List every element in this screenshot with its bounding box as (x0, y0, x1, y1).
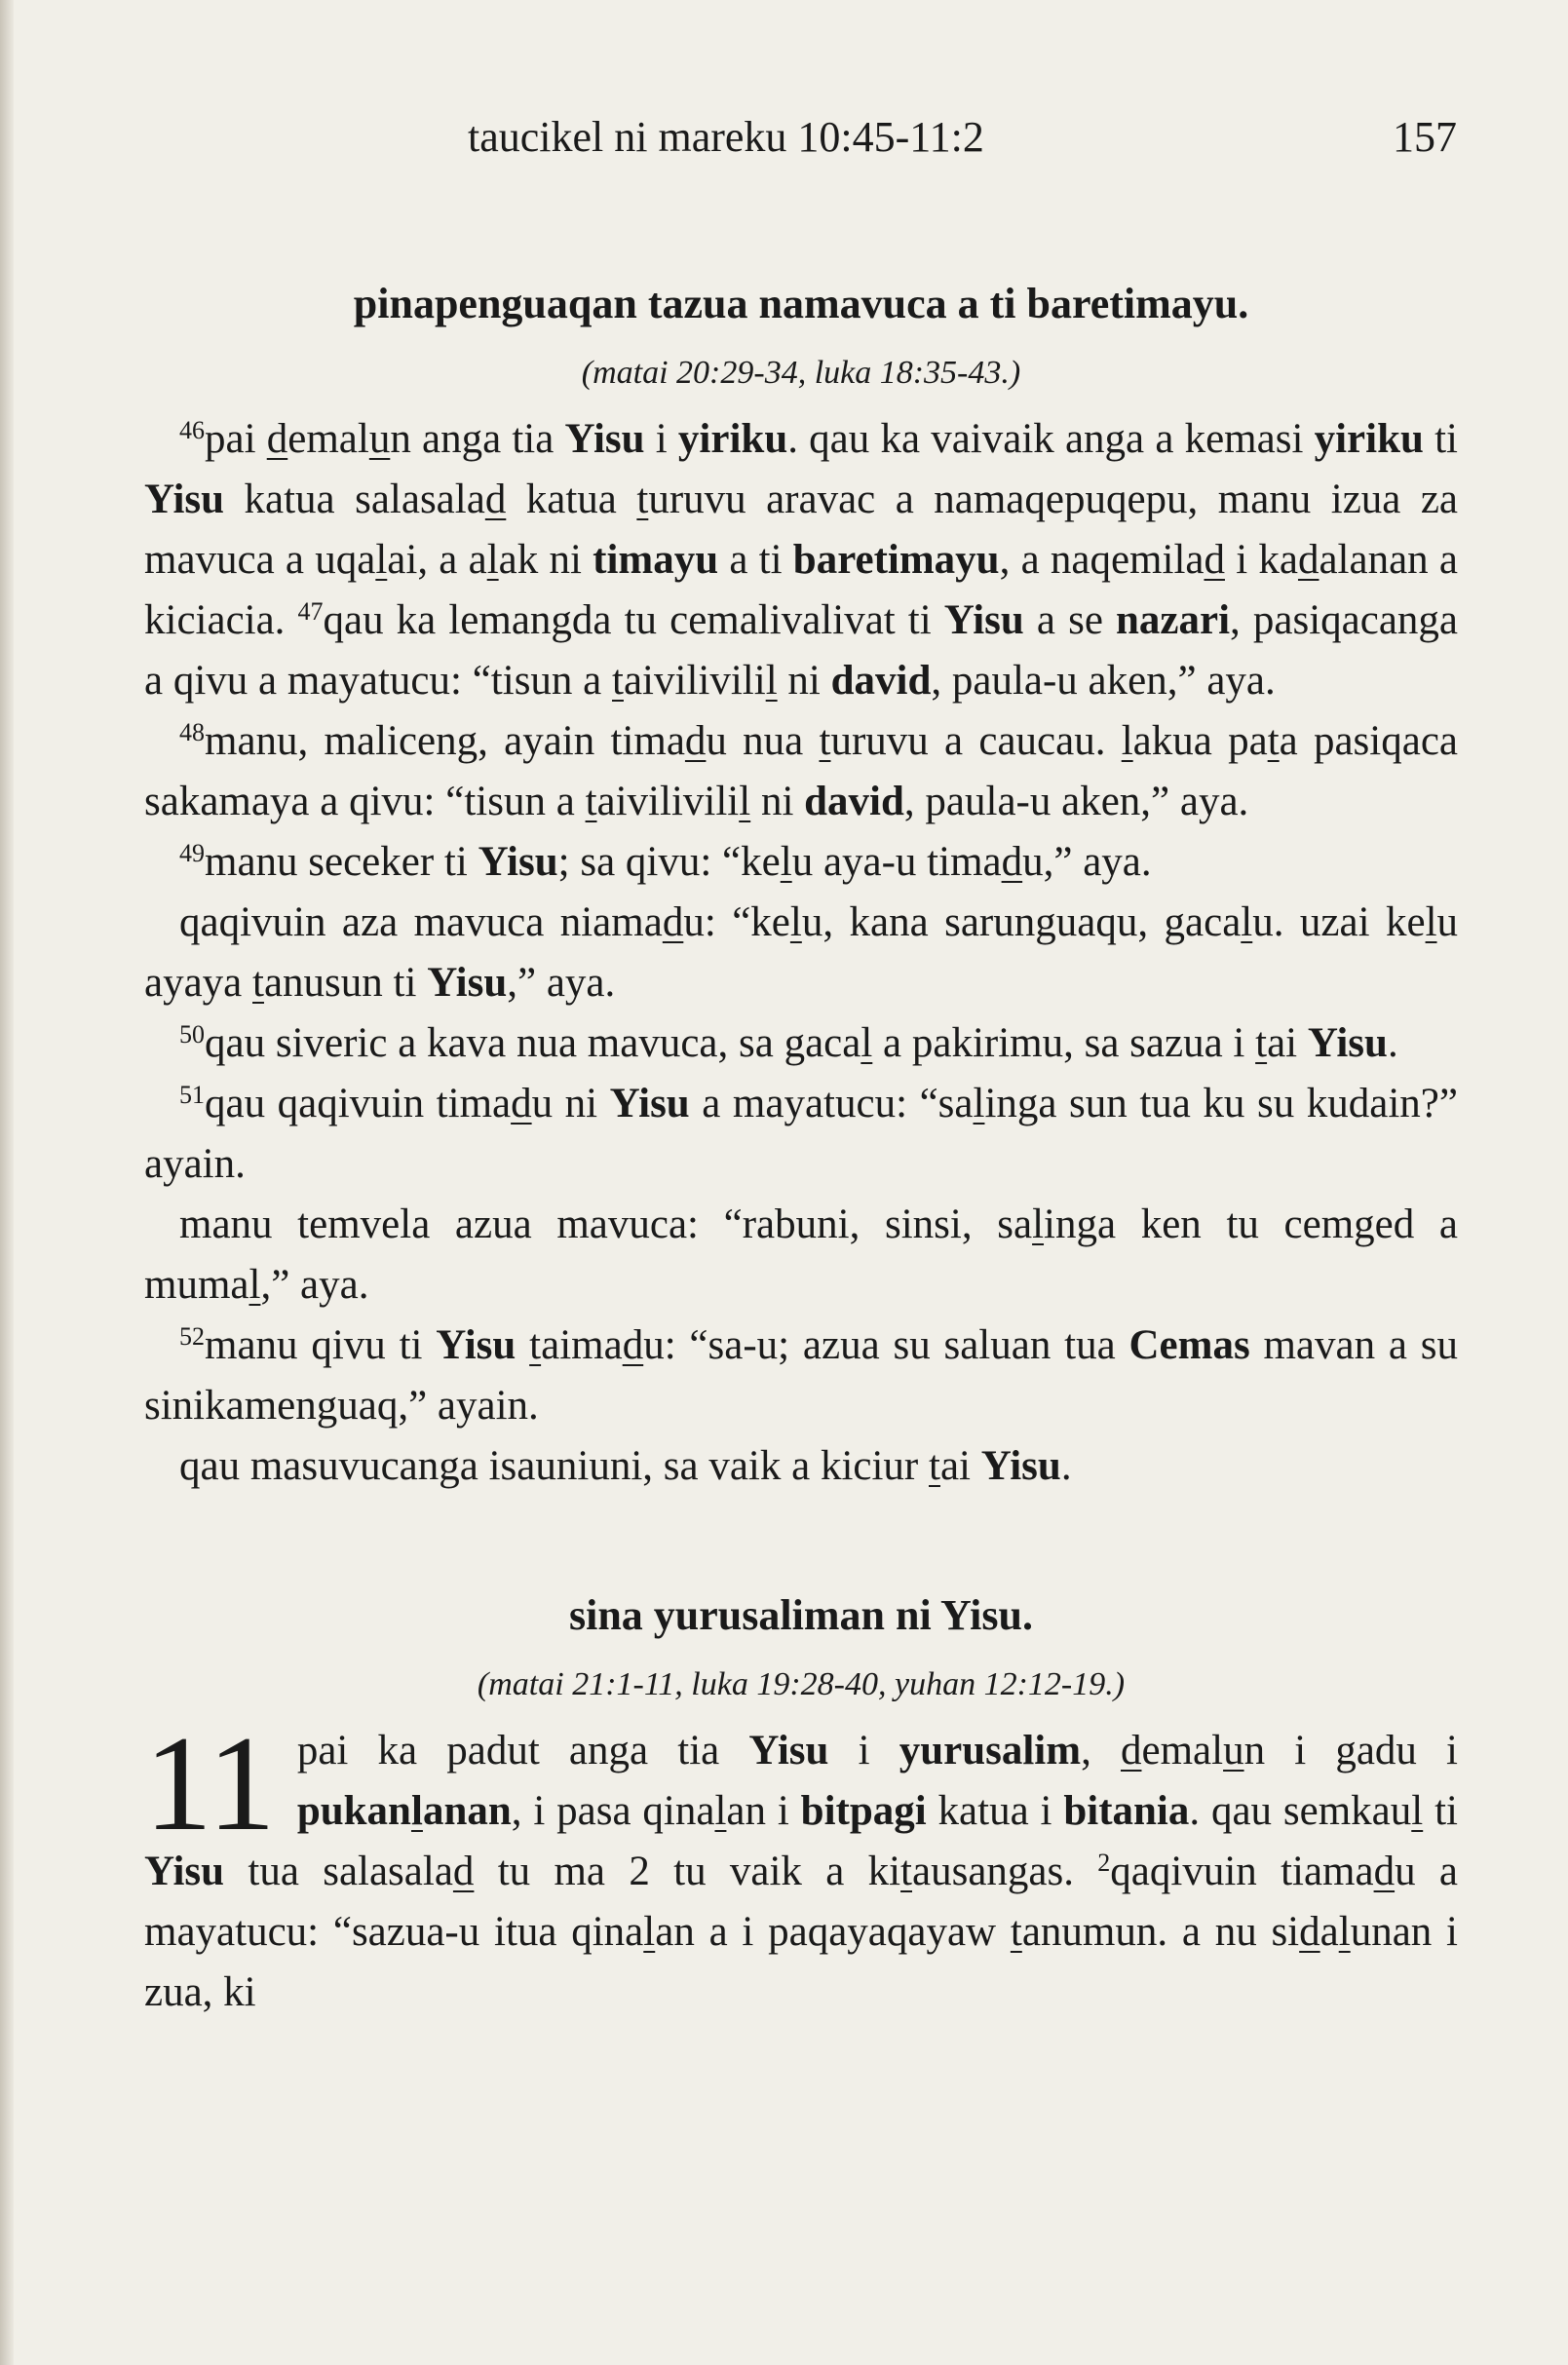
verse-number: 52 (179, 1322, 205, 1351)
verse-49-continuation: qaqivuin aza mavuca niamadu: “kelu, kana sarunguaqu, gacalu. uzai kelu ayaya tanusun ti Yisu,” aya. (144, 899, 1459, 1006)
chapter-11-verse-1: 11 pai ka padut anga tia Yisu i yurusalim, demalun i gadu i pukanlanan, i pasa qinalan i bitpagi katua i bitania. qau semkaul ti Yisu tua salasalad tu ma 2 tu vaik a kitausangas. $^2$qaqivuin tiamadu a mayatucu: “sazua-u itua qinalan a i paqayaqayaw tanumun. a nu sidalunan i zua, ki (144, 1708, 1458, 2015)
cross-reference: (matai 21:1-11, luka 19:28-40, yuhan 12:12-19.) (477, 1666, 1126, 1702)
verse-49: $^{49}$manu seceker ti Yisu; sa qivu: “kelu aya-u timadu,” aya. (179, 839, 1152, 885)
verse-number: 48 (179, 718, 205, 746)
verse-50: $^{50}$qau siveric a kava nua mavuca, sa gacal a pakirimu, sa sazua i tai Yisu. (179, 1020, 1398, 1066)
verse-48: $^{48}$manu, maliceng, ayain timadu nua turuvu a caucau. lakua pata pasiqaca sakamaya a qivu: “tisun a taivilivilil ni david, paula-u aken,” aya. (144, 718, 1458, 824)
page-edge (0, 0, 14, 2365)
running-title: taucikel ni mareku 10:45-11:2 (468, 113, 984, 161)
page-body (144, 273, 1458, 2023)
verse-46: $^{46}$pai demalun anga tia Yisu i yiriku. qau ka vaivaik anga a kemasi yiriku ti Yisu katua salasalad katua turuvu aravac a namaqepuqepu, manu izua za mavuca a uqalai, a alak ni timayu a ti baretimayu, a naqemilad i kadalanan a kiciacia. $^{47}$qau ka lemangda tu cemalivalivat ti Yisu a se nazari, pasiqacanga a qivu a mayatucu: “tisun a taivilivilil ni david, paula-u aken,” aya. (144, 416, 1458, 704)
section-spacer (144, 1497, 1458, 1584)
verse-number: 49 (179, 839, 205, 867)
section-heading: pinapenguaqan tazua namavuca a ti baretimayu. (353, 280, 1249, 327)
cross-reference: (matai 20:29-34, luka 18:35-43.) (581, 355, 1021, 391)
verse-number: 47 (297, 597, 324, 626)
page-number: 157 (1393, 113, 1457, 161)
verse-number: 51 (179, 1081, 205, 1109)
chapter-number: 11 (144, 1708, 276, 1859)
page-header (136, 112, 1457, 180)
section-heading: sina yurusaliman ni Yisu. (568, 1591, 1033, 1639)
verse-51: $^{51}$qau qaqivuin timadu ni Yisu a mayatucu: “salinga sun tua ku su kudain?” ayain. (144, 1081, 1458, 1187)
verse-number: 2 (1097, 1849, 1111, 1877)
verse-52: $^{52}$manu qivu ti Yisu taimadu: “sa-u; azua su saluan tua Cemas mavan a su sinikamenguaq,” ayain. (144, 1322, 1459, 1429)
verse-52-continuation: qau masuvucanga isauniuni, sa vaik a kiciur tai Yisu. (179, 1443, 1072, 1489)
verse-number: 46 (179, 416, 205, 444)
verse-51-continuation: manu temvela azua mavuca: “rabuni, sinsi, salinga ken tu cemged a mumal,” aya. (144, 1202, 1458, 1308)
verse-number: 50 (179, 1020, 205, 1049)
